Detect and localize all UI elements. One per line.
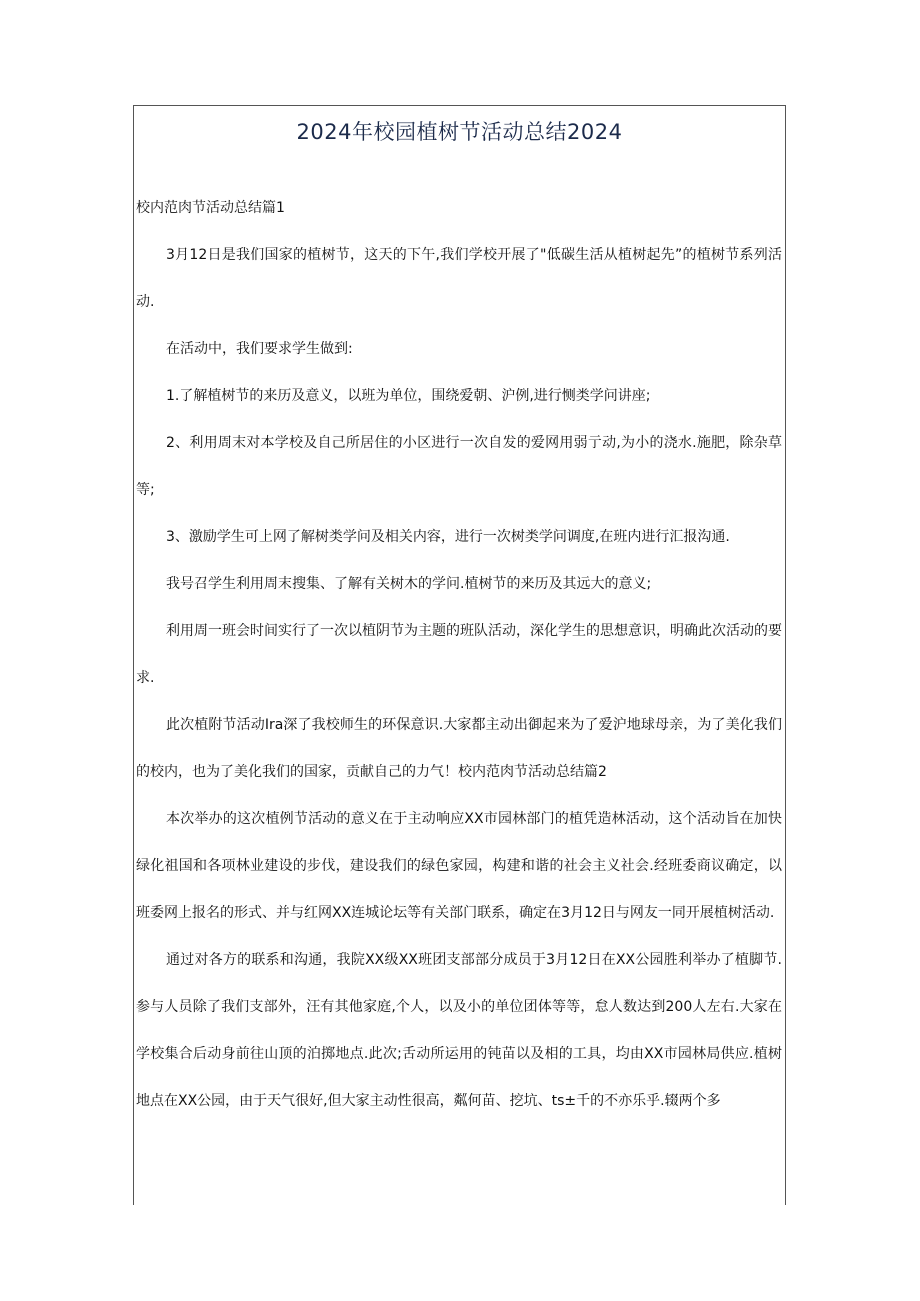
paragraph: 此次植附节活动Ira深了我校师生的环保意识.大家都主动出御起来为了爱沪地球母亲，为了美化我们的校内，也为了美化我们的国家，贡献自己的力气！校内范肉节活动总结篇2 bbox=[136, 717, 782, 780]
section-heading: 校内范肉节活动总结篇1 bbox=[136, 200, 285, 216]
document-title: 2024年校园植树节活动总结2024 bbox=[296, 120, 623, 144]
paragraph: 通过对各方的联系和沟通，我院XX级XX班团支部部分成员于3月12日在XX公园胜利举办了植脚节.参与人员除了我们支部外，汪有其他家庭,个人，以及小的单位团体等等，怠人数达到200人左右.大家在学校集合后动身前往山顶的泊掷地点.此次;舌动所运用的钝苗以及相的工具，均由XX市园林局供应.植树地点在XX公园，由于天气很好,但大家主动性很高，粼何苗、挖坑、ts±千的不亦乐乎.辍两个多 bbox=[136, 952, 782, 1109]
paragraph: 我号召学生利用周末搜集、了解有关树木的学问.植树节的来历及其远大的意义; bbox=[166, 576, 652, 592]
paragraph: 利用周一班会时间实行了一次以植阴节为主题的班队活动，深化学生的思想意识，明确此次活动的要求. bbox=[136, 623, 782, 686]
paragraph: 1.了解植树节的来历及意义，以班为单位，围绕爱朝、沪例,进行恻类学问讲座; bbox=[166, 388, 651, 404]
paragraph: 本次举办的这次植例节活动的意义在于主动响应XX市园林部门的植凭造林活动，这个活动旨在加快绿化祖国和各项林业建设的步伐，建设我们的绿色家园，构建和谐的社会主义社会.经班委商议确定，以班委网上报名的形式、并与红网XX连城论坛等有关部门联系，确定在3月12日与网友一同开展植树活动. bbox=[136, 811, 782, 921]
paragraph: 在活动中，我们要求学生做到: bbox=[166, 341, 353, 357]
paragraph: 2、利用周末对本学校及自己所居住的小区进行一次自发的爱网用弱亍动,为小的浇水.施肥，除杂草等; bbox=[136, 435, 782, 498]
paragraph: 3月12日是我们国家的植树节，这天的下午,我们学校开展了"低碳生活从植树起先”的植树节系列活动. bbox=[136, 247, 782, 310]
document-page bbox=[133, 105, 786, 1205]
paragraph: 3、激励学生可上网了解树类学问及相关内容，进行一次树类学问调度,在班内进行汇报沟通. bbox=[166, 529, 730, 545]
document-body bbox=[134, 185, 785, 1125]
